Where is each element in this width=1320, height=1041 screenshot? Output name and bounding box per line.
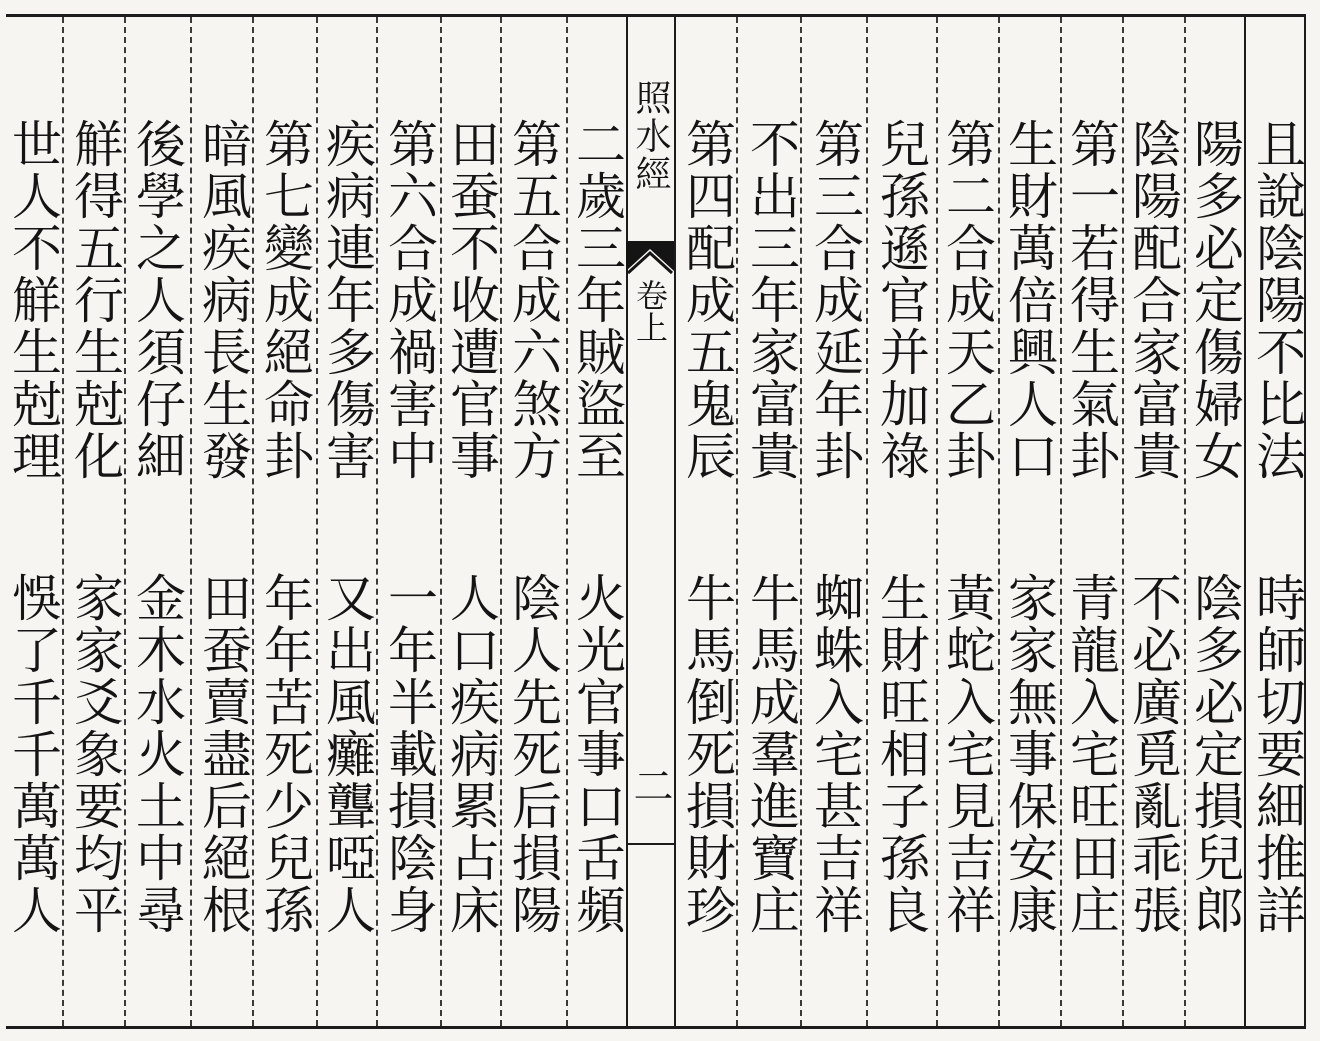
text-column <box>504 0 562 1041</box>
column-rule <box>800 17 802 1026</box>
verse-line-top: 第四配成五鬼辰 <box>678 118 736 482</box>
column-rule <box>252 17 254 1026</box>
column-rule <box>124 17 126 1026</box>
volume-label: 卷上 <box>631 279 669 343</box>
verse-line-bottom: 家家爻象要均平 <box>66 572 124 936</box>
verse-line-top: 不出三年家富貴 <box>742 118 800 482</box>
text-column <box>442 0 500 1041</box>
text-column <box>1248 0 1306 1041</box>
text-column <box>66 0 124 1041</box>
verse-line-top: 暗風疾病長生發 <box>194 118 252 482</box>
column-rule <box>190 17 192 1026</box>
verse-line-bottom: 一年半載損陰身 <box>380 572 438 936</box>
verse-line-bottom: 牛馬成羣進寶庄 <box>742 572 800 936</box>
text-column <box>128 0 186 1041</box>
text-column <box>4 0 62 1041</box>
text-column <box>872 0 930 1041</box>
text-column <box>1000 0 1058 1041</box>
verse-line-top: 後學之人須仔細 <box>128 118 186 482</box>
text-column <box>568 0 626 1041</box>
text-column <box>938 0 996 1041</box>
verse-line-bottom: 田蚕賣盡后絕根 <box>194 572 252 936</box>
verse-line-top: 觧得五行生尅化 <box>66 118 124 482</box>
column-rule <box>866 17 868 1026</box>
verse-line-bottom: 年年苦死少兒孫 <box>256 572 314 936</box>
verse-line-bottom: 陰人先死后損陽 <box>504 572 562 936</box>
column-rule <box>500 17 502 1026</box>
verse-line-top: 兒孫遜官并加祿 <box>872 118 930 482</box>
verse-line-bottom: 火光官事口舌頻 <box>568 572 626 936</box>
text-column <box>318 0 376 1041</box>
verse-line-top: 且說陰陽不比法 <box>1248 118 1306 482</box>
verse-line-top: 二歲三年賊盜至 <box>568 118 626 482</box>
verse-line-top: 陽多必定傷婦女 <box>1186 118 1244 482</box>
column-rule <box>62 17 64 1026</box>
verse-line-bottom: 牛馬倒死損財珍 <box>678 572 736 936</box>
text-column <box>742 0 800 1041</box>
text-column <box>806 0 864 1041</box>
column-rule <box>376 17 378 1026</box>
text-column <box>1186 0 1244 1041</box>
text-column <box>380 0 438 1041</box>
verse-line-bottom: 家家無事保安康 <box>1000 572 1058 936</box>
verse-line-top: 第六合成禍害中 <box>380 118 438 482</box>
verse-line-bottom: 金木水火土中尋 <box>128 572 186 936</box>
verse-line-bottom: 又出風癱聾啞人 <box>318 572 376 936</box>
verse-line-bottom: 陰多必定損兒郎 <box>1186 572 1244 936</box>
verse-line-top: 第五合成六煞方 <box>504 118 562 482</box>
verse-line-top: 第一若得生氣卦 <box>1062 118 1120 482</box>
fishtail-mark-icon <box>626 241 674 275</box>
fold-rule-right <box>674 17 676 1026</box>
verse-line-bottom: 青龍入宅旺田庄 <box>1062 572 1120 936</box>
verse-line-bottom: 人口疾病累占床 <box>442 572 500 936</box>
verse-line-bottom: 不必廣覓亂乖張 <box>1124 572 1182 936</box>
verse-line-bottom: 蜘蛛入宅甚吉祥 <box>806 572 864 936</box>
text-column <box>256 0 314 1041</box>
text-column <box>678 0 736 1041</box>
verse-line-top: 第二合成天乙卦 <box>938 118 996 482</box>
text-column <box>194 0 252 1041</box>
fold-column <box>626 17 674 1026</box>
verse-line-top: 生財萬倍興人口 <box>1000 118 1058 482</box>
verse-line-top: 第七變成絕命卦 <box>256 118 314 482</box>
verse-line-bottom: 黃蛇入宅見吉祥 <box>938 572 996 936</box>
verse-line-top: 疾病連年多傷害 <box>318 118 376 482</box>
column-rule <box>736 17 738 1026</box>
verse-line-top: 第三合成延年卦 <box>806 118 864 482</box>
column-rule <box>1244 17 1246 1026</box>
verse-line-bottom: 生財旺相子孫良 <box>872 572 930 936</box>
text-column <box>1124 0 1182 1041</box>
verse-line-top: 田蚕不收遭官事 <box>442 118 500 482</box>
verse-line-top: 世人不觧生尅理 <box>4 118 62 482</box>
book-title: 照水經 <box>630 79 671 193</box>
verse-line-top: 陰陽配合家富貴 <box>1124 118 1182 482</box>
verse-line-bottom: 時師切要細推詳 <box>1248 572 1306 936</box>
fold-divider <box>626 843 674 845</box>
text-column <box>1062 0 1120 1041</box>
verse-line-bottom: 悞了千千萬萬人 <box>4 572 62 936</box>
page-number: 二 <box>627 765 673 805</box>
